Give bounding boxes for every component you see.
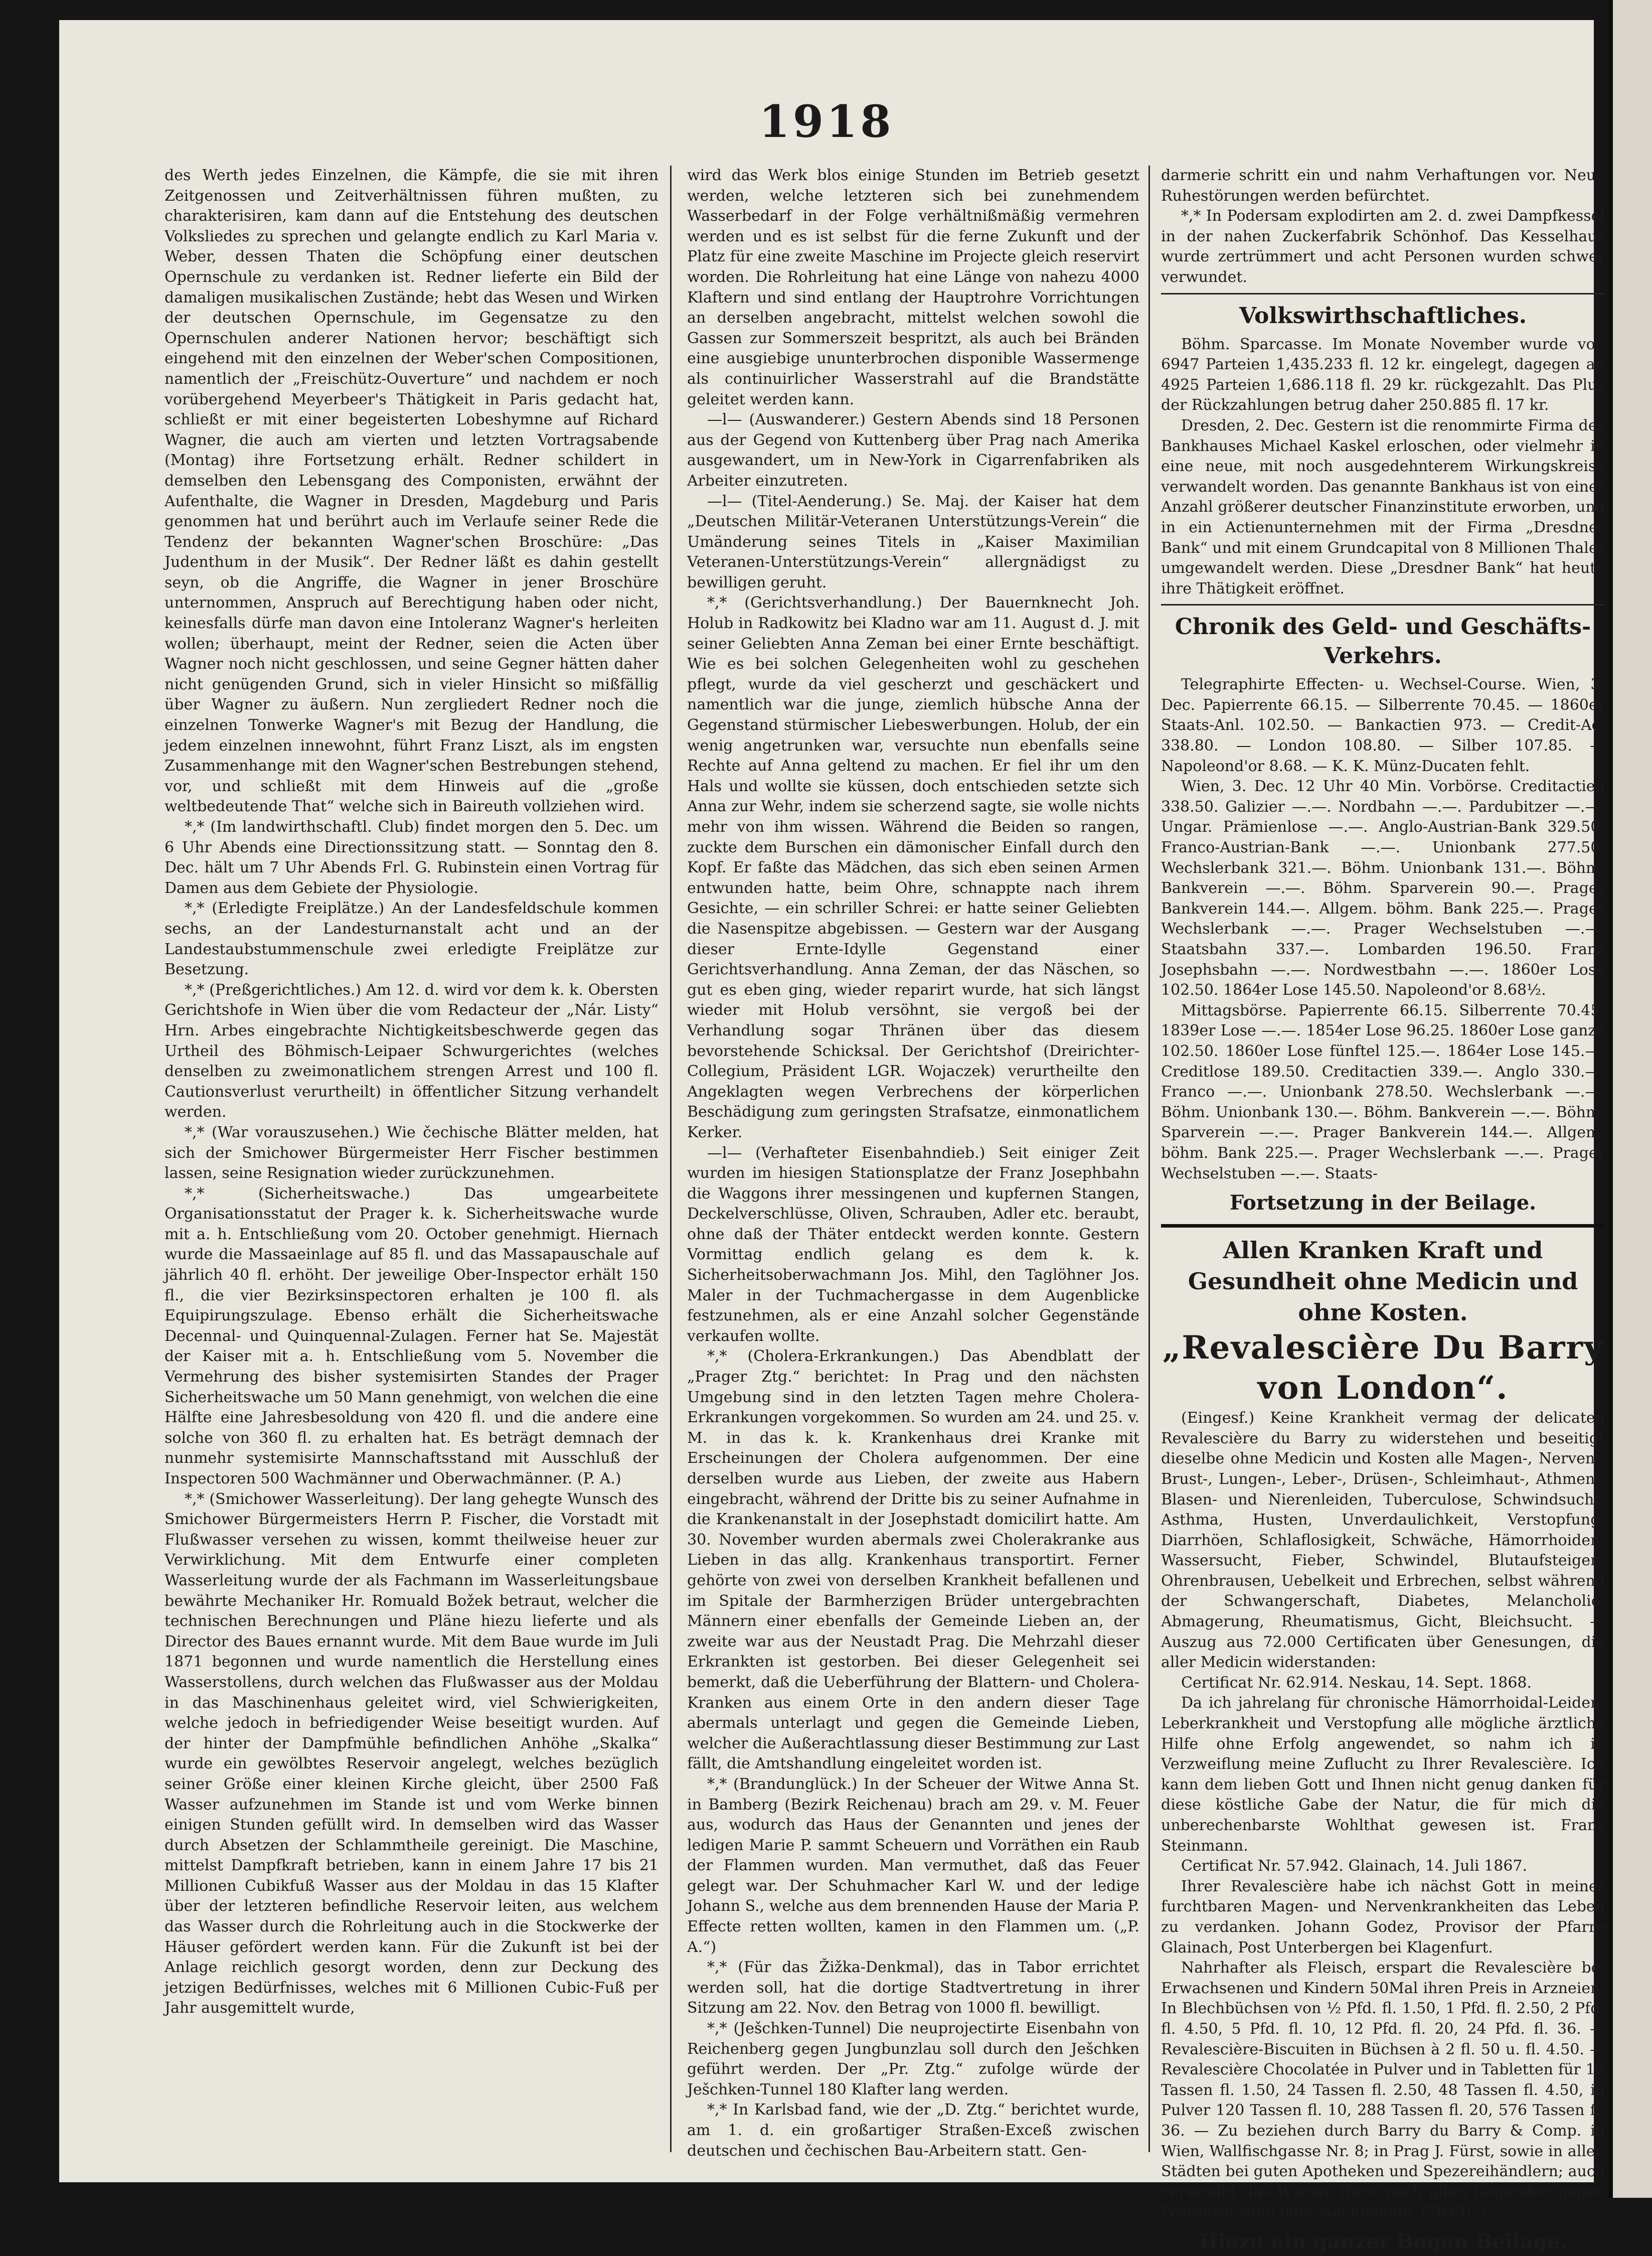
paragraph: *,* In Podersam explodirten am 2. d. zwei Dampfkessel in der nahen Zuckerfabrik Schönhof. Das Kesselhaus wurde zertrümmert und acht Personen wurden schwer verwundet. <box>1161 207 1605 286</box>
paragraph: Da ich jahrelang für chronische Hämorrhoidal-Leiden, Leberkrankheit und Verstopfung alle mögliche ärztliche Hilfe ohne Erfolg angewendet, so nahm ich in Verzweiflung meine Zuflucht zu Ihrer Revalescière. Ich kann dem lieben Gott und Ihnen nicht genug danken für diese köstliche Gabe der Natur, die für mich die unberechenbarste Wohlthat gewesen ist. Franz Steinmann. <box>1161 1694 1605 1855</box>
paragraph: Nahrhafter als Fleisch, erspart die Revalescière bei Erwachsenen und Kindern 50Mal ihren Preis in Arzneien. In Blechbüchsen von ½ Pfd. fl. 1.50, 1 Pfd. fl. 2.50, 2 Pfd. fl. 4.50, 5 Pfd. fl. 10, 12 Pfd. fl. 20, 24 Pfd. fl. 36. — Revalescière-Biscuiten in Büchsen à 2 fl. 50 u. fl. 4.50. — Revalescière Chocolatée in Pulver und in Tabletten für 12 Tassen fl. 1.50, 24 Tassen fl. 2.50, 48 Tassen fl. 4.50, in Pulver 120 Tassen fl. 10, 288 Tassen fl. 20, 576 Tassen fl. 36. — Zu beziehen durch Barry du Barry & Comp. in Wien, Wallfischgasse Nr. 8; in Prag J. Fürst, sowie in allen Städten bei guten Apotheken und Spezereihändlern; auch versendet das Wiener Haus nach allen Gegenden gegen Postanweisung oder Nachnahme. (7649) 5 <box>1161 1959 1605 2221</box>
section-divider <box>1161 1224 1605 1228</box>
adjacent-page-edge <box>1609 0 1652 2198</box>
paragraph: *,* (Smichower Wasserleitung). Der lang gehegte Wunsch des Smichower Bürgermeisters Herrn P. Fischer, die Vorstadt mit Flußwasser versehen zu wissen, kommt theilweise heuer zur Verwirklichung. Mit dem Entwurfe einer completen Wasserleitung wurde der als Fachmann im Wasserleitungsbaue bewährte Mechaniker Hr. Romuald Božek betraut, welcher die technischen Berechnungen und Pläne hiezu lieferte und als Director des Baues ernannt wurde. Mit dem Baue wurde im Juli 1871 begonnen und wurde namentlich die Herstellung eines Wasserstollens, durch welchen das Flußwasser aus der Moldau in das Maschinenhaus geleitet wird, viel Schwierigkeiten, welche jedoch in befriedigender Weise beseitigt wurden. Auf der hinter der Dampfmühle befindlichen Anhöhe „Skalka“ wurde ein gewölbtes Reservoir angelegt, welches bezüglich seiner Größe einer kleinen Kirche gleicht, über 2500 Faß Wasser aufzunehmen im Stande ist und vom Werke binnen einigen Stunden gefüllt wird. In demselben wird das Wasser durch Absetzen der Schlammtheile gereinigt. Die Maschine, mittelst Dampfkraft betrieben, kann in einem Jahre 17 bis 21 Millionen Cubikfuß Wasser aus der Moldau in das 15 Klafter über der letzteren befindliche Reservoir leiten, aus welchem das Wasser durch die Rohrleitung auch in die Stockwerke der Häuser gefördert werden kann. Für die Zukunft ist bei der Anlage reichlich gesorgt worden, denn zur Deckung des jetzigen Bedürfnisses, welches mit 6 Millionen Cubic-Fuß per Jahr ausgemittelt wurde, <box>164 1490 658 2017</box>
section-divider <box>1161 293 1605 294</box>
column-2 <box>687 166 1139 2162</box>
column-rule <box>670 166 672 2152</box>
paragraph: Mittagsbörse. Papierrente 66.15. Silberrente 70.45. 1839er Lose —.—. 1854er Lose 96.25. 1860er Lose ganze 102.50. 1860er Lose fünftel 125.—. 1864er Lose 145.—. Creditlose 189.50. Creditactien 339.—. Anglo 330.—. Franco —.—. Unionbank 278.50. Wechslerbank —.—. Böhm. Unionbank 130.—. Böhm. Bankverein —.—. Böhm. Sparverein —.—. Prager Bankverein 144.—. Allgem. böhm. Bank 225.—. Prager Wechslerbank —.—. Prager Wechselstuben —.—. Staats- <box>1161 1001 1605 1182</box>
continuation-note: Fortsetzung in der Beilage. <box>1229 1191 1537 1215</box>
paragraph: Certificat Nr. 62.914. Neskau, 14. Sept. 1868. <box>1181 1674 1532 1692</box>
paragraph: wird das Werk blos einige Stunden im Betrieb gesetzt werden, welche letzteren sich bei zunehmendem Wasserbedarf in der Folge verhältnißmäßig vermehren werden und es ist selbst für die ferne Zukunft und der Platz für eine zweite Maschine im Projecte gleich reservirt worden. Die Rohrleitung hat eine Länge von nahezu 4000 Klaftern und sind entlang der Hauptrohre Vorrichtungen an derselben angebracht, mittelst welchen sowohl die Gassen zur Sommerszeit bespritzt, als auch bei Bränden eine ausgiebige ununterbrochen disponible Wassermenge als continuirlicher Wasserstrahl auf die Brandstätte geleitet werden kann. <box>687 167 1139 408</box>
paragraph: *,* In Karlsbad fand, wie der „D. Ztg.“ berichtet wurde, am 1. d. ein großartiger Straßen-Exceß zwischen deutschen und čechischen Bau-Arbeitern statt. Gen- <box>687 2101 1139 2160</box>
paragraph: *,* (War vorauszusehen.) Wie čechische Blätter melden, hat sich der Smichower Bürgermeister Herr Fischer bestimmen lassen, seine Resignation wieder zurückzunehmen. <box>164 1123 658 1182</box>
paragraph: *,* (Im landwirthschaftl. Club) findet morgen den 5. Dec. um 6 Uhr Abends eine Directionssitzung statt. — Sonntag den 8. Dec. hält um 7 Uhr Abends Frl. G. Rubinstein einen Vortrag für Damen aus dem Gebiete der Physiologie. <box>164 818 658 897</box>
section-title-chronik: Chronik des Geld- und Geschäfts-Verkehrs. <box>1175 614 1591 669</box>
paragraph: *,* (Erledigte Freiplätze.) An der Landesfeldschule kommen sechs, an der Landesturnanstalt acht und an der Landestaubstummenschule zwei erledigte Freiplätze zur Besetzung. <box>164 899 658 979</box>
column-1 <box>164 166 658 2162</box>
page-number: 1918 <box>759 95 894 147</box>
paragraph: Dresden, 2. Dec. Gestern ist die renommirte Firma des Bankhauses Michael Kaskel erloschen, oder vielmehr in eine neue, mit noch ausgedehnterem Wirkungskreise verwandelt worden. Das genannte Bankhaus ist von einer Anzahl größerer deutscher Finanzinstitute erworben, und in ein Actienunternehmen mit der Firma „Dresdner Bank“ und mit einem Grundcapital von 8 Millionen Thaler umgewandelt werden. Diese „Dresdner Bank“ hat heute ihre Thätigkeit eröffnet. <box>1161 416 1605 597</box>
paragraph: Wien, 3. Dec. 12 Uhr 40 Min. Vorbörse. Creditactien 338.50. Galizier —.—. Nordbahn —.—. Pardubitzer —.—. Ungar. Prämienlose —.—. Anglo-Austrian-Bank 329.50. Franco-Austrian-Bank —.—. Unionbank 277.50. Wechslerbank 321.—. Böhm. Unionbank 131.—. Böhm. Bankverein —.—. Böhm. Sparverein 90.—. Prager Bankverein 144.—. Allgem. böhm. Bank 225.—. Prager Wechslerbank —.—. Prager Wechselstuben —.—. Staatsbahn 337.—. Lombarden 196.50. Franz Josephsbahn —.—. Nordwestbahn —.—. 1860er Lose 102.50. 1864er Lose 145.50. Napoleond'or 8.68½. <box>1161 778 1605 999</box>
paragraph: —l— (Verhafteter Eisenbahndieb.) Seit einiger Zeit wurden im hiesigen Stationsplatze der Franz Josephbahn die Waggons ihrer messingenen und kupfernen Stangen, Deckelverschlüsse, Oliven, Schrauben, Adler etc. beraubt, ohne daß der Thäter entdeckt werden konnte. Gestern Vormittag endlich gelang es dem k. k. Sicherheitsoberwachmann Jos. Mihl, den Taglöhner Jos. Maler in der Tuchmachergasse in dem Augenblicke festzunehmen, als er eine Anzahl solcher Gegenstände verkaufen wollte. <box>687 1144 1139 1345</box>
column-3 <box>1161 166 1605 2253</box>
paragraph: *,* (Gerichtsverhandlung.) Der Bauernknecht Joh. Holub in Radkowitz bei Kladno war am 11. August d. J. mit seiner Geliebten Anna Zeman bei einer Ernte beschäftigt. Wie es bei solchen Gelegenheiten wohl zu geschehen pflegt, wurde da viel gescherzt und geschäckert und namentlich war die junge, ziemlich hübsche Anna der Gegenstand stürmischer Liebeswerbungen. Holub, der ein wenig angetrunken war, versuchte nun ebenfalls seine Rechte auf Anna geltend zu machen. Er fiel ihr um den Hals und wollte sie küssen, doch entschieden setzte sich Anna zur Wehr, indem sie scherzend sagte, sie wolle nichts mehr von ihm wissen. Während die Beiden so rangen, zuckte dem Burschen ein dämonischer Einfall durch den Kopf. Er faßte das Mädchen, das sich eben seinen Armen entwunden hatte, beim Ohre, schnappte nach ihrem Gesichte, — ein schriller Schrei: er hatte seiner Geliebten die Nasenspitze abgebissen. — Gestern war der Ausgang dieser Ernte-Idylle Gegenstand einer Gerichtsverhandlung. Anna Zeman, der das Näschen, so gut es eben ging, wieder reparirt wurde, hat sich längst wieder mit Holub versöhnt, sie vergoß bei der Verhandlung sogar Thränen über das diesem bevorstehende Schicksal. Der Gerichtshof (Dreirichter-Collegium, Präsident LGR. Wojaczek) verurtheilte den Angeklagten wegen Verbrechens der körperlichen Beschädigung zum geringsten Strafsatze, einmonatlichem Kerker. <box>687 594 1139 1141</box>
paragraph: *,* (Für das Žižka-Denkmal), das in Tabor errichtet werden soll, hat die dortige Stadtvertretung in ihrer Sitzung am 22. Nov. den Betrag von 1000 fl. bewilligt. <box>687 1959 1139 2017</box>
paragraph: —l— (Auswanderer.) Gestern Abends sind 18 Personen aus der Gegend von Kuttenberg über Prag nach Amerika ausgewandert, um in New-York in Cigarrenfabriken als Arbeiter einzutreten. <box>687 411 1139 490</box>
advertisement-headline: Allen Kranken Kraft und Gesundheit ohne Medicin und ohne Kosten. <box>1188 1237 1578 1326</box>
paragraph: —l— (Titel-Aenderung.) Se. Maj. der Kaiser hat dem „Deutschen Militär-Veteranen Unterstützungs-Verein“ die Umänderung seines Titels in „Kaiser Maximilian Veteranen-Unterstützungs-Verein“ allergnädigst zu bewilligen geruht. <box>687 492 1139 591</box>
paragraph: *,* (Sicherheitswache.) Das umgearbeitete Organisationsstatut der Prager k. k. Sicherheitswache wurde mit a. h. Entschließung vom 20. October genehmigt. Hiernach wurde die Massaeinlage auf 85 fl. und das Massapauschale auf jährlich 40 fl. erhöht. Der jeweilige Ober-Inspector erhält 150 fl., die vier Bezirksinspectoren erhalten je 100 fl. als Equipirungszulage. Ebenso erhält die Sicherheitswache Decennal- und Quinquennal-Zulagen. Ferner hat Se. Majestät der Kaiser mit a. h. Entschließung vom 5. November die Vermehrung des bisher systemisirten Standes der Prager Sicherheitswache um 50 Mann genehmigt, von welchen die eine Hälfte eine Jahresbesoldung von 420 fl. und die andere eine solche von 360 fl. zu erhalten hat. Es beträgt demnach der nunmehr systemisirte Mannschaftsstand mit Ausschluß der Inspectoren 500 Wachmänner und Oberwachmänner. (P. A.) <box>164 1184 658 1487</box>
paragraph: *,* (Brandunglück.) In der Scheuer der Witwe Anna St. in Bamberg (Bezirk Reichenau) brach am 29. v. M. Feuer aus, wodurch das Haus der Genannten und jenes der ledigen Marie P. sammt Scheuern und Vorräthen ein Raub der Flammen wurden. Man vermuthet, daß das Feuer gelegt war. Der Schuhmacher Karl W. und der ledige Johann S., welche aus dem brennenden Hause der Maria P. Effecte retten wollten, kamen in den Flammen um. („P. A.“) <box>687 1775 1139 1956</box>
paragraph: darmerie schritt ein und nahm Verhaftungen vor. Neue Ruhestörungen werden befürchtet. <box>1161 167 1605 205</box>
paragraph: Certificat Nr. 57.942. Glainach, 14. Juli 1867. <box>1181 1857 1528 1875</box>
supplement-note: Hiezu ein ganzer Bogen Beilage. <box>1199 2229 1567 2253</box>
paragraph: Ihrer Revalescière habe ich nächst Gott in meiner furchtbaren Magen- und Nervenkrankheiten das Leben zu verdanken. Johann Godez, Provisor der Pfarre Glainach, Post Unterbergen bei Klagenfurt. <box>1161 1877 1605 1957</box>
paragraph: (Eingesf.) Keine Krankheit vermag der delicaten Revalescière du Barry zu widerstehen und beseitigt dieselbe ohne Medicin und Kosten alle Magen-, Nerven-, Brust-, Lungen-, Leber-, Drüsen-, Schleimhaut-, Athmen-, Blasen- und Nierenleiden, Tuberculose, Schwindsucht, Asthma, Husten, Unverdaulichkeit, Verstopfung, Diarrhöen, Schlaflosigkeit, Schwäche, Hämorrhoiden, Wassersucht, Fieber, Schwindel, Blutaufsteigen, Ohrenbrausen, Uebelkeit und Erbrechen, selbst während der Schwangerschaft, Diabetes, Melancholie, Abmagerung, Rheumatismus, Gicht, Bleichsucht. — Auszug aus 72.000 Certificaten über Genesungen, die aller Medicin widerstanden: <box>1161 1409 1605 1672</box>
section-divider <box>1161 604 1605 606</box>
section-title-volkswirthschaft: Volkswirthschaftliches. <box>1239 303 1527 329</box>
paragraph: Telegraphirte Effecten- u. Wechsel-Course. Wien, 3. Dec. Papierrente 66.15. — Silberrente 70.45. — 1860er Staats-Anl. 102.50. — Bankactien 973. — Credit-Ac. 338.80. — London 108.80. — Silber 107.85. — Napoleond'or 8.68. — K. K. Münz-Ducaten fehlt. <box>1161 676 1605 775</box>
newspaper-page <box>59 20 1605 2253</box>
paragraph: des Werth jedes Einzelnen, die Kämpfe, die sie mit ihren Zeitgenossen und Zeitverhältnissen führen mußten, zu charakterisiren, kam dann auf die Entstehung des deutschen Volksliedes zu sprechen und gelangte endlich zu Karl Maria v. Weber, dessen Thaten die Schöpfung einer deutschen Opernschule zu verdanken ist. Redner lieferte ein Bild der damaligen musikalischen Zustände; hebt das Wesen und Wirken der deutschen Opernschule, im Gegensatze zu den Opernschulen anderer Nationen hervor; beschäftigt sich eingehend mit den einzelnen der Weber'schen Compositionen, namentlich der „Freischütz-Ouverture“ und nachdem er noch vorübergehend Meyerbeer's Thätigkeit in Paris gedacht hat, schließt er mit einer begeisterten Lobeshymne auf Richard Wagner, die auch am vierten und letzten Vortragsabende (Montag) ihre Fortsetzung erhält. Redner schildert in demselben den Lebensgang des Componisten, erwähnt der Aufenthalte, die Wagner in Dresden, Magdeburg und Paris genommen hat und berührt auch im Verlaufe seiner Rede die Tendenz der bekannten Wagner'schen Broschüre: „Das Judenthum in der Musik“. Der Redner läßt es dahin gestellt seyn, ob die Angriffe, die Wagner in jener Broschüre unternommen, Anspruch auf Berechtigung haben oder nicht, keinesfalls dürfe man davon eine Intoleranz Wagner's herleiten wollen; überhaupt, meint der Redner, seien die Acten über Wagner noch nicht geschlossen, und seine Gegner hätten daher nicht genügenden Grund, sich in vieler Hinsicht so mißfällig über Wagner zu äußern. Nun zergliedert Redner noch die einzelnen Tonwerke Wagner's mit Bezug der Handlung, die jedem einzelnen innewohnt, führt Franz Liszt, als im engsten Zusammenhange mit den Wagner'schen Bestrebungen stehend, vor, und schließt mit dem Hinweis auf die „große weltbedeutende That“ welche sich in Baireuth vollziehen wird. <box>164 167 658 816</box>
paragraph: *,* (Cholera-Erkrankungen.) Das Abendblatt der „Prager Ztg.“ berichtet: In Prag und den nächsten Umgebung sind in den letzten Tagen mehre Cholera-Erkrankungen vorgekommen. So wurden am 24. und 25. v. M. in das k. k. Krankenhaus drei Kranke mit Erscheinungen der Cholera aufgenommen. Der eine derselben wurde aus Lieben, der zweite aus Habern eingebracht, während der Dritte bis zu seiner Aufnahme in die Krankenanstalt in der Josephstadt domicilirt hatte. Am 30. November wurden abermals zwei Cholerakranke aus Lieben in das allg. Krankenhaus transportirt. Ferner gehörte von zwei von derselben Krankheit befallenen und im Spitale der Barmherzigen Brüder untergebrachten Männern einer ebenfalls der Gemeinde Lieben an, der zweite war aus der Neustadt Prag. Die Mehrzahl dieser Erkrankten ist gestorben. Bei dieser Gelegenheit sei bemerkt, daß die Ueberführung der Blattern- und Cholera-Kranken aus einem Orte in den andern dieser Tage abermals unterlagt und gegen die Gemeinde Lieben, welcher die Außerachtlassung dieser Bestimmung zur Last fällt, die Amtshandlung eingeleitet worden ist. <box>687 1347 1139 1773</box>
advertisement-brand: „Revalescière Du Barry von London“. <box>1162 1329 1604 1407</box>
column-rule <box>1148 166 1150 2152</box>
paragraph: *,* (Ješchken-Tunnel) Die neuprojectirte Eisenbahn von Reichenberg gegen Jungbunzlau soll durch den Ješchken geführt werden. Der „Pr. Ztg.“ zufolge würde der Ješchken-Tunnel 180 Klafter lang werden. <box>687 2020 1139 2098</box>
paragraph: *,* (Preßgerichtliches.) Am 12. d. wird vor dem k. k. Obersten Gerichtshofe in Wien über die vom Redacteur der „Nár. Listy“ Hrn. Arbes eingebrachte Nichtigkeitsbeschwerde gegen das Urtheil des Böhmisch-Leipaer Schwurgerichtes (welches denselben zu zweimonatlichem strengen Arrest und 100 fl. Cautionsverlust verurtheilt) in öffentlicher Sitzung verhandelt werden. <box>164 981 658 1121</box>
paragraph: Böhm. Sparcasse. Im Monate November wurde von 6947 Parteien 1,435.233 fl. 12 kr. eingelegt, dagegen an 4925 Parteien 1,686.118 fl. 29 kr. rückgezahlt. Das Plus der Rückzahlungen betrug daher 250.885 fl. 17 kr. <box>1161 335 1605 414</box>
